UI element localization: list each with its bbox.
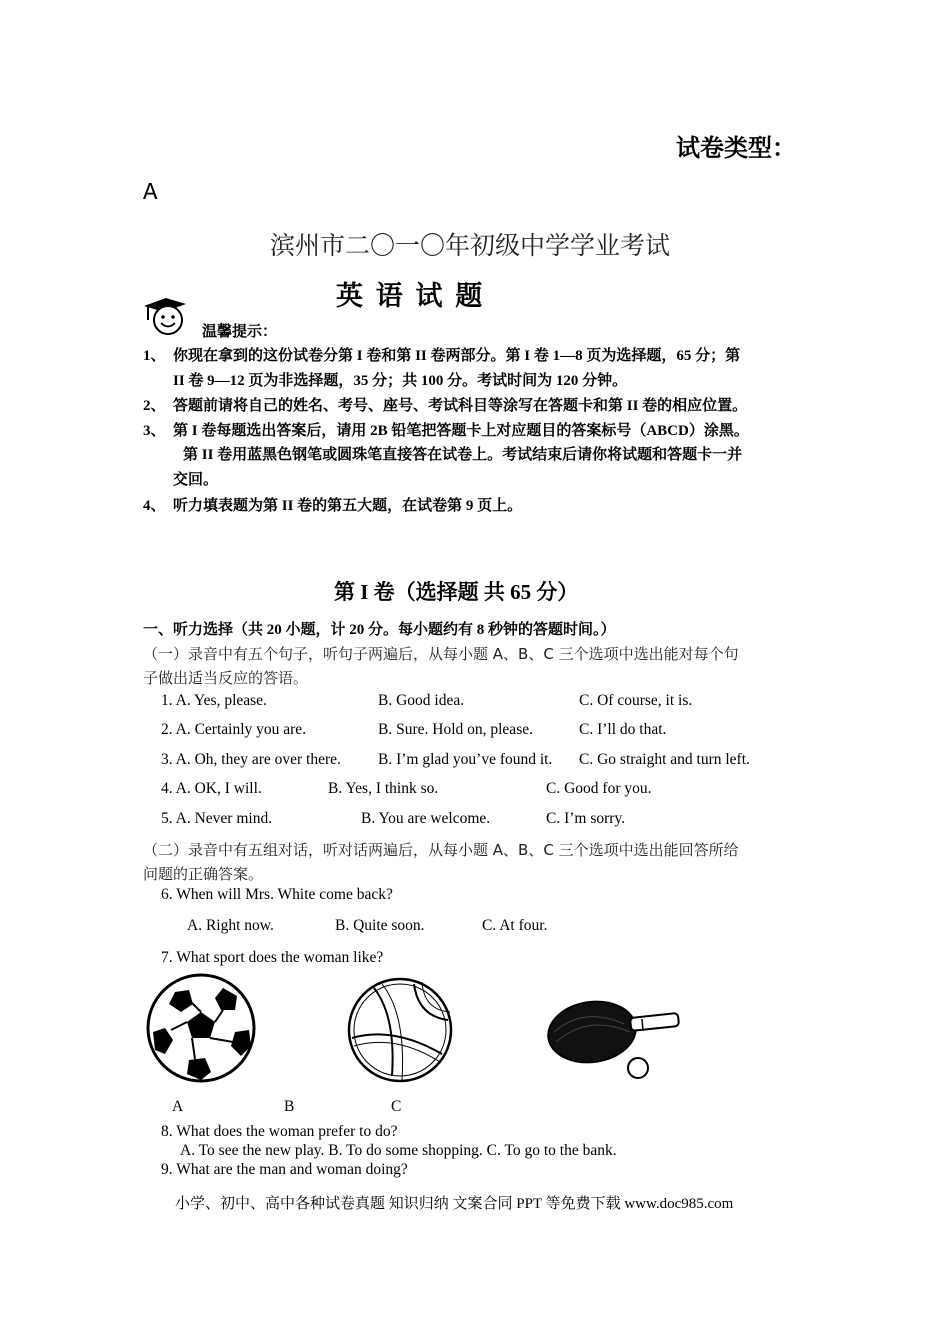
q5-option-b: B. You are welcome. <box>361 810 491 827</box>
q2-option-c: C. I’ll do that. <box>579 721 667 738</box>
q8-options: A. To see the new play. B. To do some shopping. C. To go to the bank. <box>180 1142 617 1159</box>
q3-option-b: B. I’m glad you’ve found it. <box>378 751 553 768</box>
paper-type-label: 试卷类型： <box>676 136 796 162</box>
tip-3-line3: 交回。 <box>173 472 219 488</box>
q7-option-b: B <box>284 1098 295 1115</box>
soccer-ball-icon <box>145 972 257 1084</box>
exam-title: 滨州市二〇一〇年初级中学学业考试 <box>270 233 671 260</box>
ping-pong-paddle-icon <box>544 996 684 1086</box>
sub-2-instruction-line1: （二）录音中有五组对话，听对话两遍后，从每小题 A、B、C 三个选项中选出能回答所给 <box>143 841 739 859</box>
q6-stem: 6. When will Mrs. White come back? <box>161 886 393 903</box>
q5-option-c: C. I’m sorry. <box>546 810 626 827</box>
q6-option-a: A. Right now. <box>187 917 274 934</box>
sub-1-instruction-line2: 子做出适当反应的答语。 <box>143 669 309 687</box>
q6-option-c: C. At four. <box>482 917 548 934</box>
q1-option-c: C. Of course, it is. <box>579 692 693 709</box>
tips-label: 温馨提示： <box>202 324 278 340</box>
q1-option-a: 1. A. Yes, please. <box>161 692 267 709</box>
q3-option-a: 3. A. Oh, they are over there. <box>161 751 341 768</box>
section-title: 第 I 卷（选择题 共 65 分） <box>334 580 579 604</box>
q6-option-b: B. Quite soon. <box>335 917 425 934</box>
tip-3-num: 3、 <box>143 423 166 439</box>
q4-option-c: C. Good for you. <box>546 780 652 797</box>
volleyball-icon <box>344 976 456 1084</box>
q7-option-a: A <box>172 1098 184 1115</box>
smiley-graduate-icon <box>140 292 190 338</box>
q7-option-c: C <box>391 1098 402 1115</box>
tip-2-num: 2、 <box>143 398 166 414</box>
paper-type-letter: A <box>143 180 158 207</box>
tip-4-num: 4、 <box>143 498 166 514</box>
q5-option-a: 5. A. Never mind. <box>161 810 273 827</box>
q2-option-a: 2. A. Certainly you are. <box>161 721 307 738</box>
tip-1-line1: 你现在拿到的这份试卷分第 I 卷和第 II 卷两部分。第 I 卷 1—8 页为选择题，65 分；第 <box>173 348 741 364</box>
tip-4-line1: 听力填表题为第 II 卷的第五大题，在试卷第 9 页上。 <box>173 498 523 514</box>
part-1-title: 一、听力选择（共 20 小题，计 20 分。每小题约有 8 秒钟的答题时间。） <box>143 622 616 638</box>
q2-option-b: B. Sure. Hold on, please. <box>378 721 533 738</box>
tip-1-line2: II 卷 9—12 页为非选择题，35 分；共 100 分。考试时间为 120 分钟。 <box>173 373 628 389</box>
q1-option-b: B. Good idea. <box>378 692 465 709</box>
q4-option-a: 4. A. OK, I will. <box>161 780 262 797</box>
tip-2-line1: 答题前请将自己的姓名、考号、座号、考试科目等涂写在答题卡和第 II 卷的相应位置。 <box>173 398 748 414</box>
sub-1-instruction-line1: （一）录音中有五个句子，听句子两遍后，从每小题 A、B、C 三个选项中选出能对每个句 <box>143 645 739 663</box>
exam-subtitle: 英 语 试 题 <box>336 281 486 311</box>
sub-2-instruction-line2: 问题的正确答案。 <box>143 865 264 883</box>
q4-option-b: B. Yes, I think so. <box>328 780 439 797</box>
tip-3-line2: 第 II 卷用蓝黑色钢笔或圆珠笔直接答在试卷上。考试结束后请你将试题和答题卡一并 <box>183 447 743 463</box>
tip-3-line1: 第 I 卷每题选出答案后，请用 2B 铅笔把答题卡上对应题目的答案标号（ABCD）涂黑。 <box>173 423 749 439</box>
q8-stem: 8. What does the woman prefer to do? <box>161 1123 398 1140</box>
q3-option-c: C. Go straight and turn left. <box>579 751 750 768</box>
tip-1-num: 1、 <box>143 348 166 364</box>
q9-stem: 9. What are the man and woman doing? <box>161 1161 408 1178</box>
q7-stem: 7. What sport does the woman like? <box>161 949 384 966</box>
footer-text: 小学、初中、高中各种试卷真题 知识归纳 文案合同 PPT 等免费下载 www.doc985.com <box>175 1196 734 1212</box>
